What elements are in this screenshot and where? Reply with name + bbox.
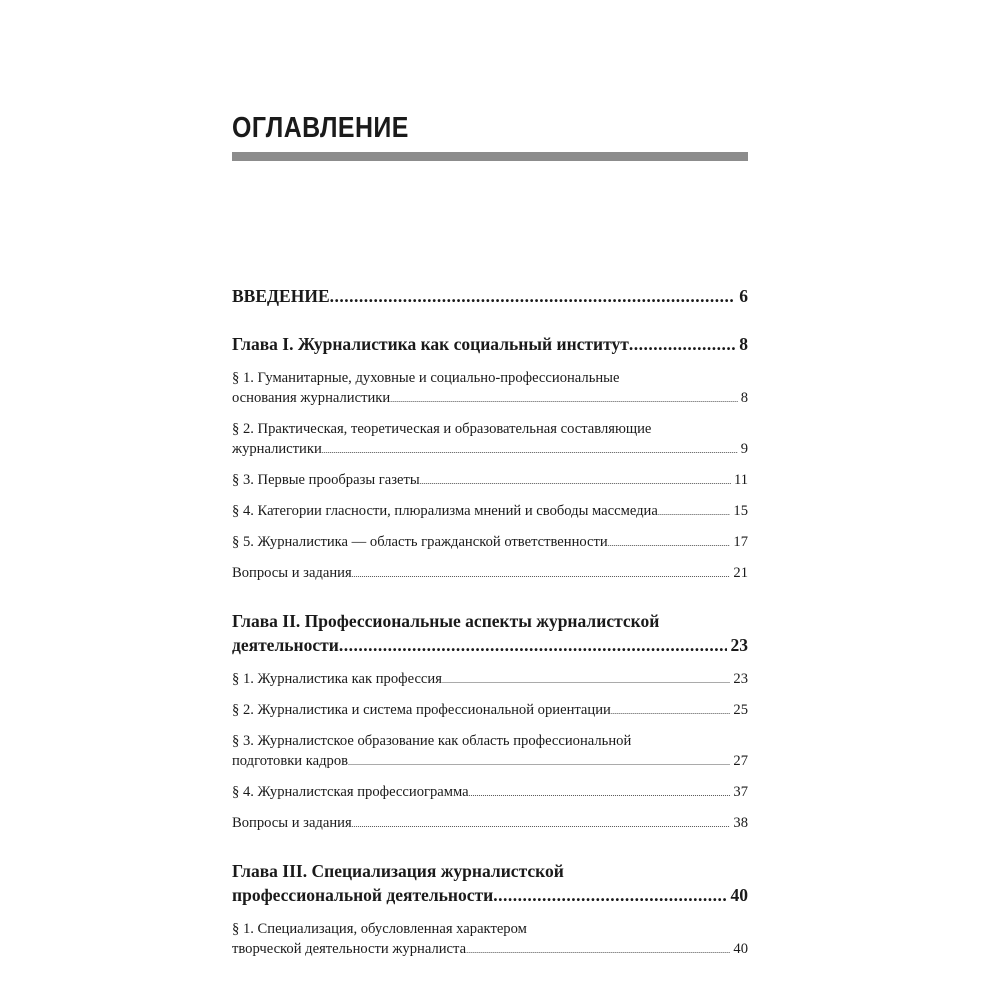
toc-entry-ch1-sec2[interactable]: [232, 419, 748, 461]
toc-entry-title-line1: § 1. Специализация, обусловленная характером: [232, 921, 527, 937]
dot-leader: [608, 534, 731, 554]
dot-leader: [469, 784, 731, 804]
dot-leader: [352, 815, 731, 835]
toc-entry-ch2-sec4[interactable]: [232, 782, 748, 804]
dot-leader: [390, 390, 738, 410]
toc-page-number: 9: [740, 441, 748, 457]
toc-entry-ch2-sec1[interactable]: [232, 669, 748, 691]
toc-entry-ch1-sec1[interactable]: [232, 368, 748, 410]
dot-leader: [658, 503, 731, 523]
dot-leader: [442, 671, 730, 691]
toc-entry-ch2-questions[interactable]: [232, 813, 748, 835]
toc-entry-ch1-sec3[interactable]: [232, 470, 748, 492]
toc-page-number: 6: [739, 286, 748, 306]
toc-entry-title: § 5. Журналистика — область гражданской ответственности: [232, 534, 608, 550]
toc-entry-title: § 4. Журналистская профессиограмма: [232, 784, 469, 800]
toc-entry-title-line1: § 2. Практическая, теоретическая и образовательная составляющие: [232, 421, 652, 437]
dot-leader: [629, 332, 735, 356]
toc-page-number: 40: [730, 885, 748, 905]
toc-entry-title-line2: подготовки кадров: [232, 753, 349, 769]
dot-leader: [330, 284, 736, 308]
toc-page-number: 11: [733, 472, 748, 488]
toc-entry-title: Вопросы и задания: [232, 815, 352, 831]
toc-entry-title-line1: § 1. Гуманитарные, духовные и социально-профессиональные: [232, 370, 620, 386]
toc-entry-ch1-questions[interactable]: [232, 563, 748, 585]
toc-entry-ch1-sec4[interactable]: [232, 501, 748, 523]
dot-leader: [348, 753, 730, 773]
toc-entry-title: ВВЕДЕНИЕ: [232, 286, 330, 306]
toc-page-number: 40: [733, 941, 748, 957]
toc-entry-title: Глава I. Журналистика как социальный институт: [232, 334, 629, 354]
toc-entry-chapter-2[interactable]: [232, 609, 748, 657]
toc-page-number: 37: [733, 784, 748, 800]
toc-page-number: 21: [733, 565, 748, 581]
toc-entry-title-line2: творческой деятельности журналиста: [232, 941, 467, 957]
toc-entry-title-line1: Глава II. Профессиональные аспекты журналистской: [232, 611, 660, 631]
toc-entry-title-line1: Глава III. Специализация журналистской: [232, 861, 564, 881]
toc-page-number: 23: [730, 635, 748, 655]
toc-entry-title-line2: деятельности: [232, 635, 339, 655]
toc-entry-title-line1: § 3. Журналистское образование как область профессиональной: [232, 733, 632, 749]
toc-entry-title-line2: профессиональной деятельности: [232, 885, 494, 905]
toc-entry-ch2-sec3[interactable]: [232, 731, 748, 773]
dot-leader: [611, 702, 731, 722]
dot-leader: [420, 472, 731, 492]
toc-entry-ch3-sec1[interactable]: [232, 919, 748, 961]
toc-entry-ch2-sec2[interactable]: [232, 700, 748, 722]
toc-page-number: 17: [733, 534, 748, 550]
toc-entry-chapter-3[interactable]: [232, 859, 748, 907]
toc-entry-chapter-1[interactable]: [232, 332, 748, 356]
toc-entry-title: § 1. Журналистика как профессия: [232, 671, 442, 687]
page-title: ОГЛАВЛЕНИЕ: [232, 112, 409, 144]
dot-leader: [339, 633, 727, 657]
toc-page-number: 23: [733, 671, 748, 687]
toc-page-number: 8: [739, 334, 748, 354]
toc-entry-title: § 4. Категории гласности, плюрализма мнений и свободы массмедиа: [232, 503, 658, 519]
table-of-contents: [232, 284, 748, 961]
toc-page-number: 27: [733, 753, 748, 769]
toc-entry-intro[interactable]: [232, 284, 748, 308]
toc-entry-title: § 2. Журналистика и система профессиональной ориентации: [232, 702, 611, 718]
dot-leader: [466, 941, 730, 961]
title-underline: [232, 152, 748, 161]
dot-leader: [493, 883, 726, 907]
dot-leader: [352, 565, 731, 585]
toc-entry-title: Вопросы и задания: [232, 565, 352, 581]
toc-entry-ch1-sec5[interactable]: [232, 532, 748, 554]
toc-entry-title-line2: журналистики: [232, 441, 322, 457]
toc-page-number: 25: [733, 702, 748, 718]
toc-page-number: 38: [733, 815, 748, 831]
toc-entry-title: § 3. Первые прообразы газеты: [232, 472, 420, 488]
dot-leader: [322, 441, 738, 461]
toc-page-number: 15: [733, 503, 748, 519]
toc-entry-title-line2: основания журналистики: [232, 390, 391, 406]
toc-page-number: 8: [740, 390, 748, 406]
